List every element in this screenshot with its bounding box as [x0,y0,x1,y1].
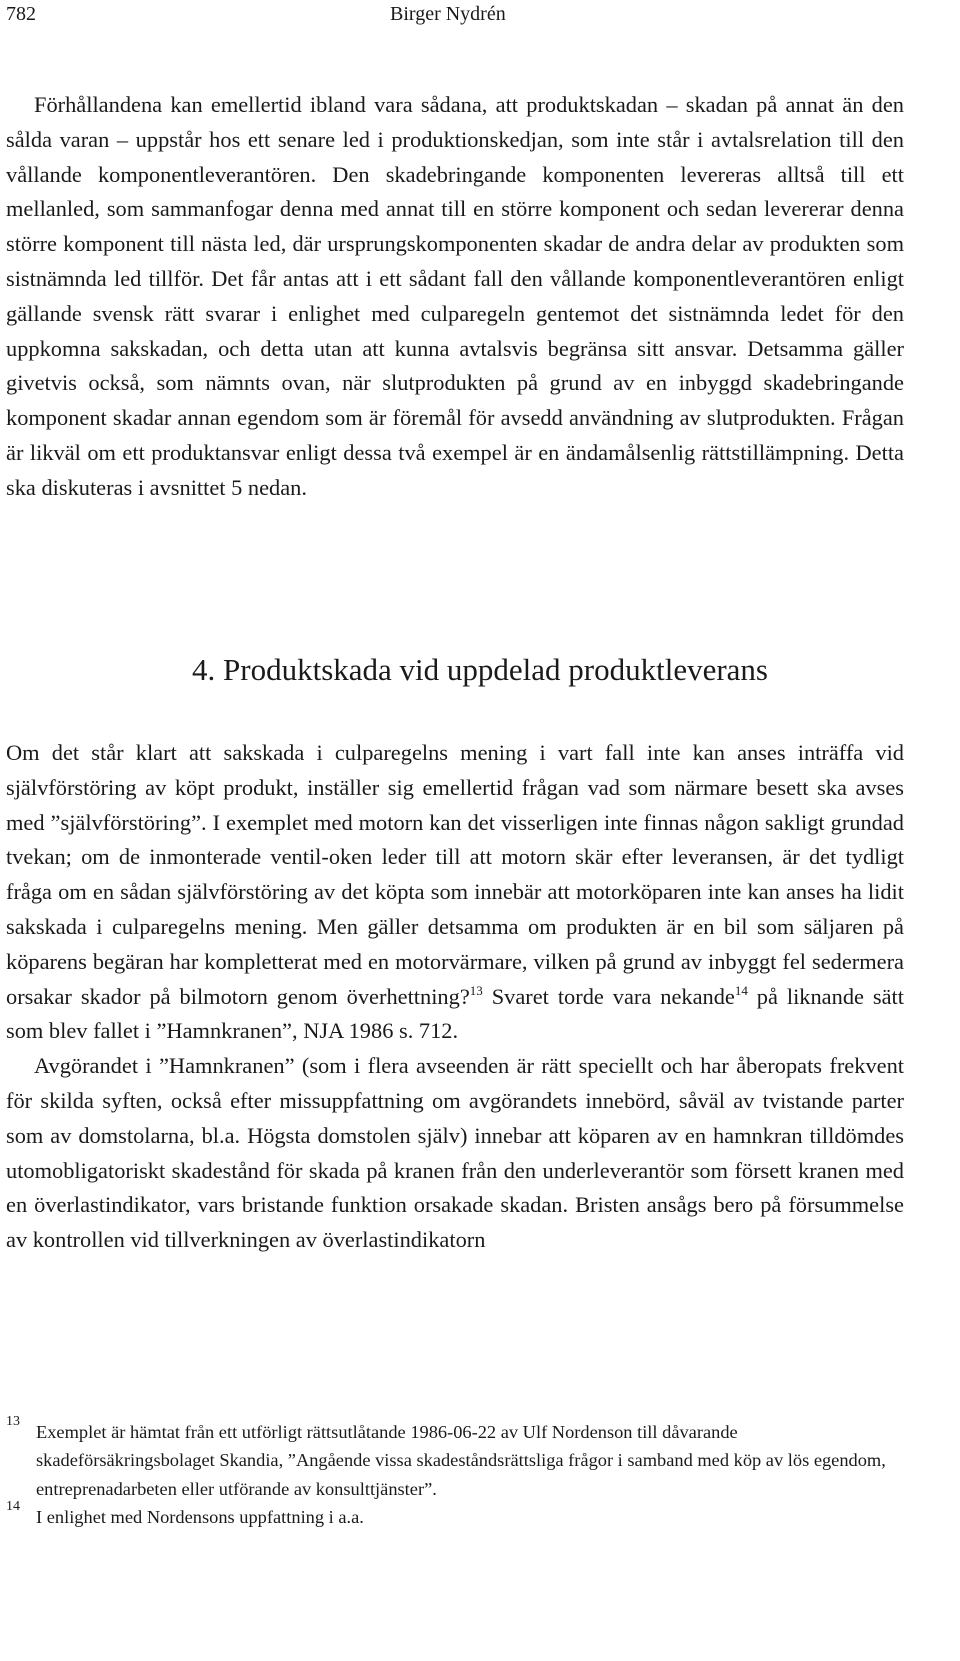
section-text-block [6,736,904,1258]
page-header [6,2,906,26]
footnote-text: I enlighet med Nordensons uppfattning i a.a. [36,1507,364,1528]
paragraph-text: Svaret torde vara nekande [482,983,735,1009]
intro-text-block [6,88,904,506]
footnote [6,1499,904,1531]
body-paragraph [6,736,904,1049]
footnotes [6,1414,904,1532]
page-number: 782 [6,3,36,25]
paragraph-text: på liknande sätt som blev fallet i ”Hamnkranen”, NJA 1986 s. 712. [6,983,904,1044]
footnote-reference: 13 [469,982,483,998]
footnote-text: Exemplet är hämtat från ett utförligt rättsutlåtande 1986-06-22 av Ulf Nordenson till dåvarande skadeförsäkringsbolaget Skandia, ”Angående vissa skadeståndsrättsliga frågor i samband med köp av lös egendom, entreprenadarbeten eller utförande av konsulttjänster”. [36,1422,886,1499]
running-head-author: Birger Nydrén [390,3,506,25]
section-heading: 4. Produktskada vid uppdelad produktleverans [192,652,768,687]
footnote [6,1414,904,1503]
body-paragraph: Förhållandena kan emellertid ibland vara sådana, att produktskadan – skadan på annat än den sålda varan – uppstår hos ett senare led i produktionskedjan, som inte står i avtalsrelation till den vållande komponentleverantören. Den skadebringande komponenten levereras alltså till ett mellanled, som sammanfogar denna med annat till en större komponent och sedan levererar denna större komponent till nästa led, där ursprungskomponenten skadar de andra delar av produkten som sistnämnda led tillför. Det får antas att i ett sådant fall den vållande komponentleverantören enligt gällande svensk rätt svarar i enlighet med culparegeln gentemot det sistnämnda ledet för den uppkomna sakskadan, och detta utan att kunna avtalsvis begränsa sitt ansvar. Detsamma gäller givetvis också, som nämnts ovan, när slutprodukten på grund av en inbyggd skadebringande komponent skadar annan egendom som är föremål för avsedd användning av slutprodukten. Frågan är likväl om ett produktansvar enligt dessa två exempel är en ändamålsenlig rättstillämpning. Detta ska diskuteras i avsnittet 5 nedan. [6,92,904,500]
paragraph-text: Om det står klart att sakskada i culparegelns mening i vart fall inte kan anses inträffa vid självförstöring av köpt produkt, inställer sig emellertid frågan vad som närmare besett ska avses med ”självförstöring”. I exemplet med motorn kan det visserligen inte finnas någon sakligt grundad tvekan; om de inmonterade ventil-oken leder till att motorn skär efter leveransen, är det tydligt fråga om en sådan självförstöring av det köpta som innebär att motorköparen inte kan anses ha lidit sakskada i culparegelns mening. Men gäller detsamma om produkten är en bil som säljaren på köparens begäran har kompletterat med en motorvärmare, vilken på grund av inbyggt fel sedermera orsakar skador på bilmotorn genom överhettning? [6,740,904,1009]
footnote-marker: 13 [6,1414,20,1429]
footnote-reference: 14 [734,982,748,998]
footnote-marker: 14 [6,1499,20,1515]
body-paragraph: Avgörandet i ”Hamnkranen” (som i flera avseenden är rätt speciellt och har åberopats frekvent för skilda syften, också efter missuppfattning om avgörandets innebörd, såväl av tvistande parter som av domstolarna, bl.a. Högsta domstolen själv) innebar att köparen av en hamnkran tilldömdes utomobligatoriskt skadestånd för skada på kranen från den underleverantör som försett kranen med en överlastindikator, vars bristande funktion orsakade skadan. Bristen ansågs bero på försummelse av kontrollen vid tillverkningen av överlastindikatorn [6,1053,904,1253]
